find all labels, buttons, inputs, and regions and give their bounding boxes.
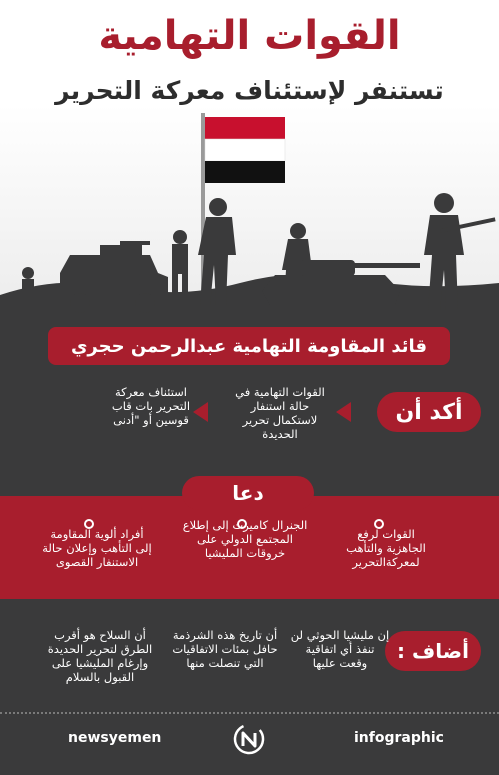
added-item: إن مليشيا الحوثي لن تنفذ أي اتفاقية وقعت عليها <box>290 628 390 670</box>
added-label: أضاف : <box>397 639 469 663</box>
soldiers-silhouette-illustration <box>0 105 499 345</box>
added-item: أن السلاح هو أقرب الطرق لتحرير الحديدة وإرغام المليشيا على القبول بالسلام <box>47 628 153 684</box>
page-subtitle: تستنفر لإستئناف معركة التحرير <box>55 76 444 105</box>
newsyemen-logo-icon <box>232 722 266 756</box>
said-label-pill <box>377 392 481 432</box>
footer-brand: newsyemen <box>68 730 162 746</box>
added-label-pill <box>385 631 481 671</box>
yemen-flag-icon <box>205 117 285 183</box>
said-label: أكد أن <box>395 399 463 425</box>
called-item: الجنرال كاميرت إلى إطلاع المجتمع الدولي على خروقات المليشيا <box>182 518 308 560</box>
called-item: أفراد ألوية المقاومة إلى التأهب وإعلان حالة الاستنفار القصوى <box>42 527 152 569</box>
footer-divider <box>0 712 499 714</box>
called-label: دعا <box>232 481 264 505</box>
called-label-pill <box>182 476 314 510</box>
added-item: أن تاريخ هذه الشرذمة حافل بمئات الاتفاقيات التي تنصلت منها <box>172 628 278 670</box>
soldier-silhouette <box>22 267 34 301</box>
footer-category: infographic <box>354 730 444 746</box>
said-item: القوات التهامية في حالة استنفار لاستكمال تحرير الحديدة <box>235 385 325 441</box>
arrow-left-icon <box>336 402 351 422</box>
leader-label: قائد المقاومة التهامية عبدالرحمن حجري <box>70 335 428 357</box>
called-item: القوات لرفع الجاهزية والتأهب لمعركةالتحرير <box>346 527 426 569</box>
said-item: استئناف معركة التحرير بات قاب قوسين أو "أدنى <box>111 385 191 427</box>
page-title: القوات التهامية <box>98 13 401 59</box>
leader-banner <box>48 327 450 365</box>
